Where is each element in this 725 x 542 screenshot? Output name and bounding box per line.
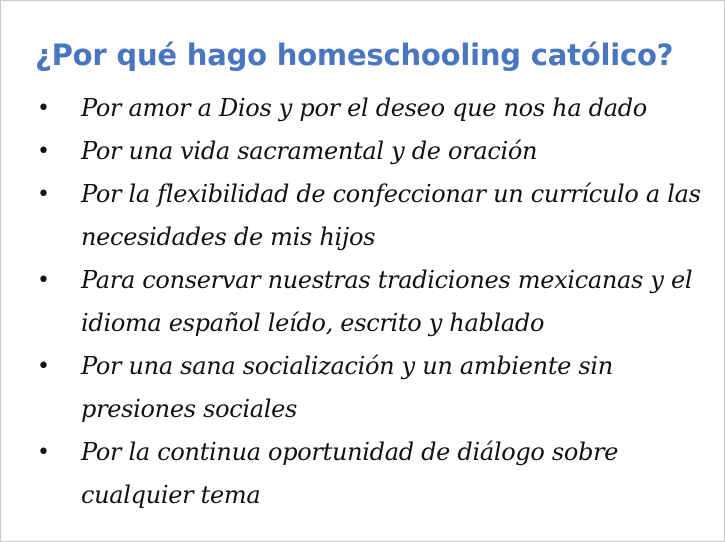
bullet-item: [1, 345, 724, 431]
bullet-text: Por una sana socialización y un ambiente sin presiones sociales: [81, 352, 613, 423]
bullet-dot-icon: •: [37, 354, 50, 379]
bullet-dot-icon: •: [37, 182, 50, 207]
bullet-dot-icon: •: [37, 268, 50, 293]
bullet-text: Por la flexibilidad de confeccionar un currículo a las necesidades de mis hijos: [81, 180, 701, 251]
bullet-dot-icon: •: [37, 96, 50, 121]
bullet-text: Por una vida sacramental y de oración: [81, 137, 538, 165]
bullet-item: [1, 87, 724, 130]
bullet-list: [1, 87, 724, 517]
bullet-text: Por la continua oportunidad de diálogo sobre cualquier tema: [81, 438, 619, 509]
bullet-item: [1, 431, 724, 517]
bullet-text: Por amor a Dios y por el deseo que nos ha dado: [81, 94, 647, 122]
bullet-item: [1, 130, 724, 173]
bullet-item: [1, 259, 724, 345]
bullet-dot-icon: •: [37, 139, 50, 164]
bullet-text: Para conservar nuestras tradiciones mexicanas y el idioma español leído, escrito y hablado: [81, 266, 693, 337]
bullet-item: [1, 173, 724, 259]
slide-title: ¿Por qué hago homeschooling católico?: [35, 38, 674, 72]
bullet-dot-icon: •: [37, 440, 50, 465]
